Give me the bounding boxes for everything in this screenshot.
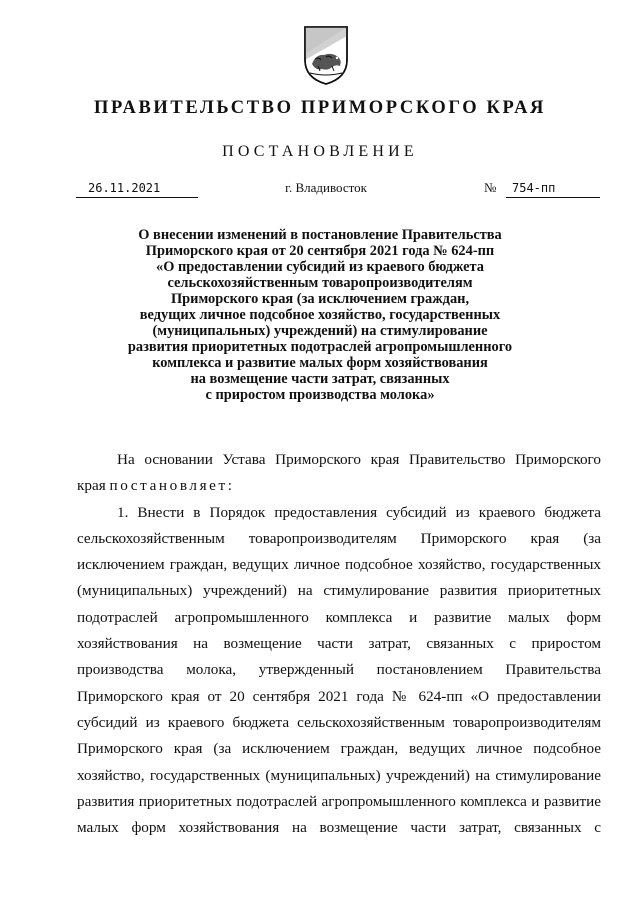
item1-line: Приморского края (за исключением граждан, ведущих личное подсобное [77,740,601,758]
document-date: 26.11.2021 [76,180,198,198]
subject-line: с приростом производства молока» [205,387,435,403]
preamble-line: На основании Устава Приморского края Правительство Приморского [117,451,601,468]
item1-line: подотраслей агропромышленного комплекса и развитие малых форм [77,608,601,626]
preamble-prefix: края [77,477,106,495]
document-number: 754-пп [506,180,600,198]
item1-line: исключением граждан, ведущих личное подсобное хозяйство, государственных [77,556,601,574]
item1-line: хозяйство, государственных (муниципальных) учреждений) на стимулирование [77,766,601,784]
subject-line: сельскохозяйственным товаропроизводителям [167,275,473,291]
subject-line: Приморского края (за исключением граждан, [170,291,470,307]
subject-line: О внесении изменений в постановление Правительства [138,227,502,243]
subject-line: комплекса и развитие малых форм хозяйствования [152,355,488,371]
item1-line: сельскохозяйственным товаропроизводителям Приморского края (за [77,529,601,547]
item1-line: Приморского края от 20 сентября 2021 года № 624-пп «О предоставлении [77,687,601,705]
document-subject [100,227,540,403]
subject-line: (муниципальных) учреждений) на стимулирование [152,323,488,339]
item1-line: 1. Внести в Порядок предоставления субсидий из краевого бюджета [117,503,601,521]
subject-line: «О предоставлении субсидий из краевого бюджета [156,259,484,275]
document-body [77,447,601,841]
preamble-resolves: постановляет: [109,477,235,495]
subject-line: на возмещение части затрат, связанных [190,371,450,387]
preamble-line [77,473,601,499]
item1-line: субсидий из краевого бюджета сельскохозяйственным товаропроизводителям [77,713,601,731]
subject-line: Приморского края от 20 сентября 2021 года № 624-пп [145,243,495,259]
item1-line: хозяйствования на возмещение части затрат, связанных с приростом [77,635,601,653]
government-title: ПРАВИТЕЛЬСТВО ПРИМОРСКОГО КРАЯ [93,98,546,118]
item1-line: развития приоритетных подотраслей агропромышленного комплекса и развитие [77,792,601,810]
document-number-label: № [484,180,497,195]
item1-line: малых форм хозяйствования на возмещение части затрат, связанных с [77,819,601,837]
document-city: г. Владивосток [285,180,367,195]
subject-line: ведущих личное подсобное хозяйство, государственных [139,307,501,323]
coat-of-arms-icon [302,24,350,86]
subject-line: развития приоритетных подотраслей агропромышленного [127,339,513,355]
item1-line: производства молока, утвержденный постановлением Правительства [77,661,601,679]
document-type: ПОСТАНОВЛЕНИЕ [222,143,418,160]
item1-line: (муниципальных) учреждений) на стимулирование развития приоритетных [77,582,601,600]
